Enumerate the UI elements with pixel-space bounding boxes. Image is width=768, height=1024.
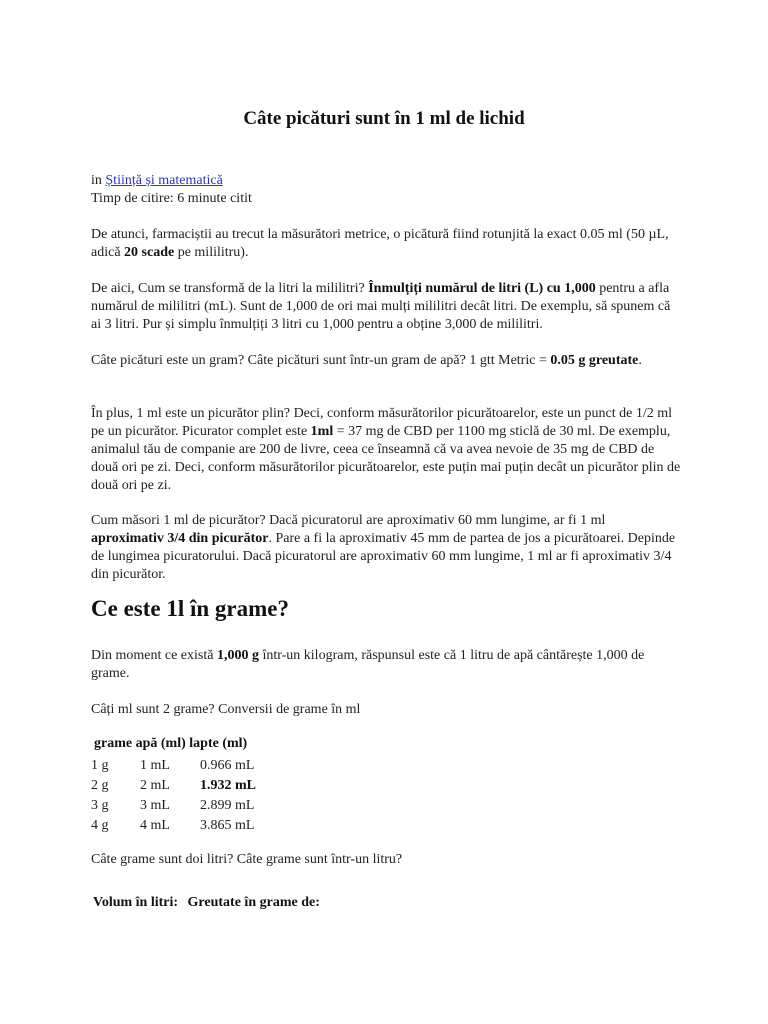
table-row xyxy=(91,817,260,837)
cell: 0.966 mL xyxy=(200,758,255,773)
cell: 3 mL xyxy=(140,798,170,813)
header-greutate: Greutate în grame de: xyxy=(187,895,320,910)
category-prefix: in xyxy=(91,173,106,188)
category-link[interactable]: Știință și matematică xyxy=(105,173,223,188)
paragraph-6 xyxy=(91,647,681,683)
paragraph-1 xyxy=(91,226,681,262)
cell: 1 mL xyxy=(140,758,170,773)
p1-bold: 20 scade xyxy=(124,245,175,260)
p6-text-c: într-un kilogram, răspunsul este că 1 litru de apă cântărește 1,000 de grame. xyxy=(91,648,645,681)
read-time: Timp de citire: 6 minute citit xyxy=(91,191,252,206)
p4-text-c: = 37 mg de CBD per 1100 mg sticlă de 30 ml. De exemplu, animalul tău de companie are 200 de livre, ceea ce înseamnă că va avea nevoie de 35 mg de CBD de două ori pe zi. Deci, conform măsurătorilor picurătoarelor, este puțin mai puțin decât un picurător plin de două ori pe zi. xyxy=(91,424,681,493)
conversion-table xyxy=(91,735,260,837)
paragraph-7: Câți ml sunt 2 grame? Conversii de grame în ml xyxy=(91,702,361,717)
section-heading: Ce este 1l în grame? xyxy=(91,596,289,621)
p5-text-c: . Pare a fi la aproximativ 45 mm de partea de jos a picurătoarei. Depinde de lungimea picuratorului. Dacă picuratorul are aproximativ 60 mm lungime, 1 ml ar fi aproximativ 3/4 din picurător. xyxy=(91,531,676,582)
p2-text-c: pentru a afla numărul de mililitri (mL). Sunt de 1,000 de ori mai mulți mililitri decât litri. De exemplu, să spunem că ai 3 litri. Pur și simplu înmulțiți 3 litri cu 1,000 pentru a obține 3,000 de mililitri. xyxy=(91,281,671,332)
cell: 2.899 mL xyxy=(200,798,255,813)
paragraph-5 xyxy=(91,512,681,584)
p1-text-c: pe mililitru). xyxy=(174,245,249,260)
p3-text-a: Câte picături este un gram? Câte picături sunt într-un gram de apă? 1 gtt Metric = xyxy=(91,353,551,368)
cell: 4 g xyxy=(91,818,109,833)
p4-bold: 1ml xyxy=(310,424,334,439)
category-line xyxy=(91,172,681,190)
paragraph-3 xyxy=(91,352,681,370)
paragraph-4 xyxy=(91,405,681,495)
cell: 4 mL xyxy=(140,818,170,833)
cell: 2 g xyxy=(91,778,109,793)
paragraph-2 xyxy=(91,280,681,334)
p2-bold: Înmulțiți numărul de litri (L) cu 1,000 xyxy=(368,281,596,296)
header-volum: Volum în litri: xyxy=(93,895,179,910)
cell: 1 g xyxy=(91,758,109,773)
header-apa: apă (ml) xyxy=(135,736,186,751)
p5-bold: aproximativ 3/4 din picurător xyxy=(91,531,269,546)
p2-text-a: De aici, Cum se transformă de la litri la mililitri? xyxy=(91,281,369,296)
p5-text-a: Cum măsori 1 ml de picurător? Dacă picuratorul are aproximativ 60 mm lungime, ar fi 1 ml xyxy=(91,513,606,528)
table-row xyxy=(91,757,260,777)
page-title: Câte picături sunt în 1 ml de lichid xyxy=(243,108,525,129)
p1-text-a: De atunci, farmaciștii au trecut la măsurători metrice, o picătură fiind rotunjită la exact 0.05 ml (50 µL, adică xyxy=(91,227,669,260)
p6-bold: 1,000 g xyxy=(216,648,259,663)
table-row xyxy=(91,777,260,797)
table-header xyxy=(91,735,260,757)
cell: 2 mL xyxy=(140,778,170,793)
cell-highlighted: 1.932 mL xyxy=(200,778,256,793)
paragraph-8: Câte grame sunt doi litri? Câte grame sunt într-un litru? xyxy=(91,852,403,867)
p3-text-c: . xyxy=(638,353,642,368)
table-row xyxy=(91,797,260,817)
p3-bold: 0.05 g greutate xyxy=(550,353,639,368)
header-lapte: lapte (ml) xyxy=(189,736,248,751)
table-header-row xyxy=(91,735,260,757)
footer-table-headers xyxy=(93,894,326,912)
cell: 3 g xyxy=(91,798,109,813)
cell: 3.865 mL xyxy=(200,818,255,833)
p6-text-a: Din moment ce există xyxy=(91,648,217,663)
header-grame: grame xyxy=(94,736,133,751)
p4-text-a: În plus, 1 ml este un picurător plin? Deci, conform măsurătorilor picurătoarelor, este un punct de 1/2 ml pe un picurător. Picurator complet este xyxy=(91,406,673,439)
article-meta xyxy=(91,172,681,208)
